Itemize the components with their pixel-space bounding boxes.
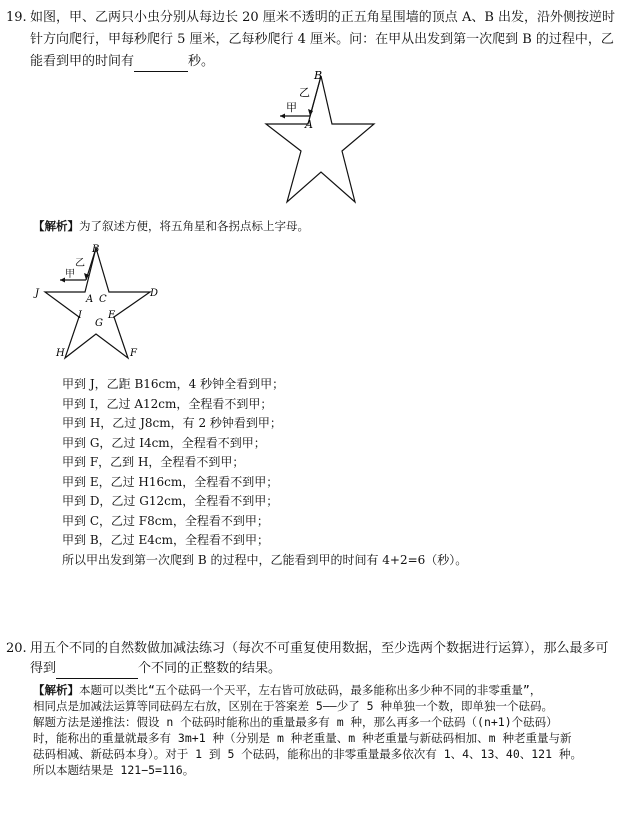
step-line: 甲到 J，乙距 B16cm，4 秒钟全看到甲； (62, 377, 285, 391)
q20-solution-line: 解题方法是递推法：假设 n 个砝码时能称出的重量最多有 m 种，那么再多一个砝码（(n+1)个砝码） (33, 715, 558, 729)
q19-solution-intro-text: 为了叙述方便，将五角星和各拐点标上字母。 (79, 219, 309, 233)
fig1-label-B: B (314, 70, 323, 82)
fig2-label-E: E (108, 310, 116, 321)
fig2-label-yi: 乙 (75, 258, 85, 269)
fig2-label-C: C (99, 294, 107, 305)
q20-solution-line: 砝码相减、新砝码本身）。对于 1 到 5 个砝码，能称出的非零重量最多依次有 1、4、13、40、121 种。 (33, 747, 582, 761)
q20-solution (33, 682, 582, 778)
step-line: 甲到 E，乙过 H16cm，全程看不到甲； (62, 474, 279, 489)
fig2-label-jia: 甲 (65, 269, 75, 280)
fig2-label-H: H (56, 348, 65, 359)
step-line: 甲到 F，乙到 H，全程看不到甲； (62, 455, 245, 469)
fig2-label-B: B (92, 244, 100, 255)
step-line: 甲到 H，乙过 J8cm，有 2 秒钟看到甲； (62, 416, 282, 430)
star-outline (266, 76, 374, 202)
fig2-label-G: G (95, 318, 103, 329)
step-line: 甲到 I，乙过 A12cm，全程看不到甲； (62, 396, 273, 411)
fig2-label-J: J (35, 288, 40, 299)
q20-text-line2-pre: 得到 (30, 661, 57, 676)
q19-solution-intro (33, 218, 309, 234)
fig2-label-F: F (130, 348, 137, 359)
fig1-label-yi: 乙 (299, 86, 310, 99)
q20-solution-line: 相同点是加减法运算等同砝码左右放，区别在于答案差 5——少了 5 种单独一个数，即单独一个砝码。 (33, 699, 553, 713)
q20-solution-line: 时，能称出的重量就最多有 3m+1 种（分别是 m 种老重量、m 种老重量与新砝码相加、m 种老重量与新 (33, 731, 572, 745)
fig2-label-A: A (86, 294, 94, 305)
yi-path (310, 76, 321, 116)
q20-solution-text: 本题可以类比“五个砝码一个天平，左右皆可放砝码，最多能称出多少种不同的非零重量”， (79, 683, 542, 697)
q19-text-line2: 针方向爬行，甲每秒爬行 5 厘米，乙每秒爬行 4 厘米。问：在甲从出发到第一次爬到 B 的过程中，乙 (30, 32, 614, 47)
fig1-label-jia: 甲 (286, 101, 297, 114)
q20-solution-line (33, 682, 582, 698)
q19-star-figure (260, 70, 376, 210)
jia-arrowhead (280, 114, 285, 119)
q19-text-line3-pre: 能看到甲的时间有 (30, 54, 135, 69)
fig2-label-I: I (78, 310, 82, 321)
q20-solution-line: 所以本题结果是 121−5=116。 (33, 763, 195, 777)
q19-solution-label: 【解析】 (33, 219, 79, 233)
q19-text-line3-post: 秒。 (188, 54, 215, 69)
conclusion-line: 所以甲出发到第一次爬到 B 的过程中，乙能看到甲的时间有 4+2=6（秒）。 (62, 552, 468, 567)
fig2-label-D: D (150, 288, 159, 299)
q19-number: 19. (6, 10, 27, 25)
q19-text-line3 (30, 53, 214, 72)
q20-text-line1: 用五个不同的自然数做加减法练习（每次不可重复使用数据，至少选两个数据进行运算），那么最多可 (30, 641, 609, 656)
q20-solution-label: 【解析】 (33, 683, 79, 697)
labeled-star-outline (45, 248, 150, 358)
step-line: 甲到 D，乙过 G12cm，全程看不到甲； (62, 494, 279, 508)
q20-number: 20. (6, 641, 27, 656)
q19-labeled-star-figure (32, 240, 166, 370)
step-line: 甲到 C，乙过 F8cm，全程看不到甲； (62, 513, 269, 528)
q20-answer-blank (56, 660, 138, 679)
q20-text-line2 (30, 660, 281, 679)
q19-text-line1: 如图，甲、乙两只小虫分别从每边长 20 厘米不透明的正五角星围墙的顶点 A、B 出发，沿外侧按逆时 (30, 10, 616, 25)
q19-steps-list (62, 375, 467, 570)
step-line: 甲到 G，乙过 I4cm，全程看不到甲； (62, 435, 266, 450)
fig1-label-A: A (305, 118, 313, 131)
q20-text-line2-post: 个不同的正整数的结果。 (138, 661, 282, 676)
step-line: 甲到 B，乙过 E4cm，全程看不到甲； (62, 533, 269, 547)
q19-answer-blank (134, 53, 188, 72)
